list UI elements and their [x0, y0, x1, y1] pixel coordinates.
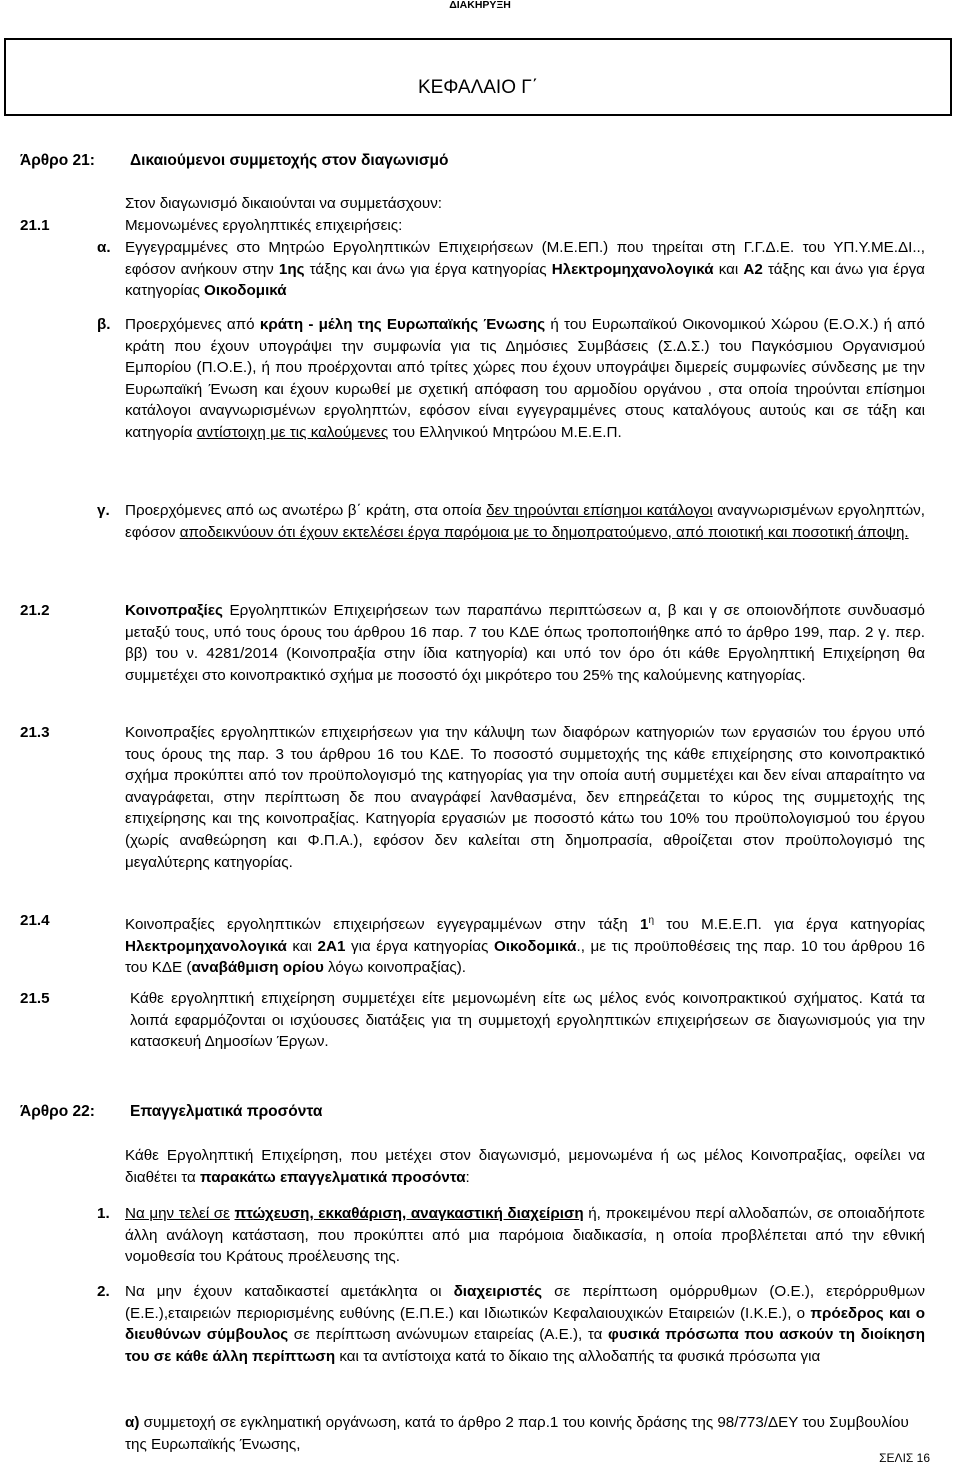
paragraph-21-4	[125, 910, 925, 979]
item-number: 2.	[97, 1283, 110, 1300]
underline-span: δεν τηρούνται επίσημοι κατάλογοι	[486, 502, 713, 519]
text-span: :	[465, 1168, 470, 1186]
text-span: Εγγεγραμμένες στο Μητρώο Εργοληπτικών Επιχειρήσεων (Μ.Ε.ΕΠ.) που τηρείται στη	[125, 239, 736, 256]
paragraph-title: Μεμονωμένες εργοληπτικές επιχειρήσεις:	[125, 217, 403, 234]
paragraph-number: 21.2	[20, 602, 50, 619]
sub-item-a	[125, 1412, 925, 1455]
bold-span: 1	[640, 916, 649, 934]
bold-span: παρακάτω επαγγελματικά προσόντα	[200, 1168, 466, 1186]
article-22-heading	[20, 1101, 322, 1123]
text-span: σε περίπτωση ομόρρυθμων (Ο.Ε.), ετερόρρυθμων (Ε.Ε.),εταιρειών περιορισμένης ευθύνης (Ε.Π.Ε.) και Ιδιωτικών Κεφαλαιουχικών Εταιρειών (Ι.Κ.Ε.), ο	[125, 1283, 925, 1322]
bold-span: Οικοδομικά	[204, 282, 287, 300]
bold-span: Κοινοπραξίες	[125, 602, 223, 619]
bold-underline-span: πτώχευση, εκκαθάριση, αναγκαστική διαχείριση	[234, 1205, 584, 1222]
item-b-text	[125, 314, 925, 444]
text-span: του Μ.Ε.Ε.Π. για έργα κατηγορίας	[666, 916, 925, 934]
text-span: συμμετοχή σε εγκληματική οργάνωση, κατά το άρθρο 2 παρ.1 του κοινής δράσης της 98/773/ΔΕΥ του Συμβουλίου της Ευρωπαϊκής Ένωσης,	[125, 1414, 909, 1453]
bold-span: πρόεδρος και ο διευθύνων σύμβουλος	[125, 1304, 925, 1344]
text-span: του Ελληνικού Μητρώου Μ.Ε.Ε.Π.	[392, 423, 622, 441]
text-span: τάξης και άνω για έργα κατηγορίας	[125, 260, 925, 300]
chapter-title: ΚΕΦΑΛΑΙΟ Γ΄	[417, 77, 539, 98]
bold-span: κράτη - μέλη της Ευρωπαϊκής Ένωσης	[259, 316, 546, 333]
paragraph-number: 21.3	[20, 724, 50, 741]
bold-span: διαχειριστές	[453, 1283, 543, 1300]
article-title: Δικαιούμενοι συμμετοχής στον διαγωνισμό	[130, 152, 449, 169]
bold-span: φυσικά πρόσωπα που ασκούν τη διοίκηση του σε κάθε άλλη περίπτωση	[125, 1326, 925, 1365]
underline-span: Να μην τελεί σε	[125, 1205, 230, 1222]
paragraph-number: 21.4	[20, 912, 50, 929]
article-number: Άρθρο 22:	[20, 1103, 95, 1120]
page-number: ΣΕΛΙΣ 16	[879, 1451, 930, 1465]
text-span: ή, προκειμένου περί αλλοδαπών, σε οποιαδήποτε άλλη ανάλογη κατάσταση, που προκύπτει από μια παρόμοια διαδικασία, η οποία προβλέπεται από την εθνική νομοθεσία του Κράτους προέλευσης της.	[125, 1205, 925, 1266]
text-span: Εργοληπτικών Επιχειρήσεων των παραπάνω περιπτώσεων α, β και γ σε οποιονδήποτε συνδυασμό μεταξύ τους, υπό τους όρους του άρθρου 16 παρ. 7 του ΚΔΕ όπως τροποποιήθηκε από το άρθρο 199, παρ. 2 γ. περ. ββ) του ν. 4281/2014 (Κοινοπραξία στην ίδια κατηγορία) και υπό τον όρο ότι κάθε Εργοληπτική Επιχείρηση θα συμμετέχει στο κοινοπρακτικό σχήμα με ποσοστό όχι μικρότερο του 25% της καλούμενης κατηγορίας.	[125, 602, 925, 684]
item-label: γ.	[97, 502, 110, 519]
item-1-text	[125, 1203, 925, 1268]
sub-item-label: α)	[125, 1414, 140, 1431]
underline-span: αποδεικνύουν ότι έχουν εκτελέσει έργα παρόμοια με το δημοπρατούμενο, από ποιοτική και ποσοτική άποψη.	[179, 523, 909, 541]
text-span: και τα αντίστοιχα κατά το δίκαιο της αλλοδαπής τα φυσικά πρόσωπα για	[339, 1347, 821, 1365]
article-22-intro	[125, 1145, 925, 1188]
item-2-text	[125, 1281, 925, 1367]
paragraph-21-5: Κάθε εργοληπτική επιχείρηση συμμετέχει είτε μεμονωμένη είτε ως μέλος ενός κοινοπρακτικού σχήματος. Κατά τα λοιπά εφαρμόζονται οι ισχύουσες διατάξεις για τη συμμετοχή εργοληπτικών επιχειρήσεων σε διαγωνισμούς για την κατασκευή Δημοσίων Έργων.	[130, 990, 925, 1051]
bold-span: Α2	[743, 260, 763, 278]
text-span: λόγω κοινοπραξίας).	[328, 959, 467, 977]
text-span: ., με τις προϋποθέσεις της παρ. 10 του άρθρου 16 του ΚΔΕ (	[125, 937, 925, 977]
underline-span: αντίστοιχη με τις καλούμενες	[196, 423, 389, 441]
item-c-text	[125, 500, 925, 543]
paragraph-21-3: Κοινοπραξίες εργοληπτικών επιχειρήσεων για την κάλυψη των διαφόρων κατηγοριών των εργασιών του έργου υπό τους όρους της παρ. 3 του άρθρου 16 του ΚΔΕ. Το ποσοστό συμμετοχής της κάθε επιχείρησης στο κοινοπρακτικό σχήμα προκύπτει από τον προϋπολογισμό της κατηγορίας για την οποία αυτή συμμετέχει και δεν είναι απαραίτητο να αναγράφεται, στην περίπτωση δε που αναγράφεί λανθασμένα, δεν επηρεάζεται το κύρος της συμμετοχής της επιχείρησης και της κοινοπραξίας. Κατηγορία εργασιών με ποσοστό κάτω του 10% του προϋπολογισμού του έργου (χωρίς αναθεώρηση και Φ.Π.Α.), εφόσον δεν καλείται στη δημοπρασία, αθροίζεται στον προϋπολογισμό της μεγαλύτερης κατηγορίας.	[125, 724, 925, 871]
bold-span: Οικοδομικά	[493, 937, 577, 955]
bold-span: Ηλεκτρομηχανολογικά	[551, 260, 714, 278]
bold-span: 1ης	[278, 260, 305, 278]
text-span: αναγνωρισμένων εργοληπτών, εφόσον	[125, 502, 925, 541]
text-span: Να μην έχουν καταδικαστεί αμετάκλητα οι	[125, 1283, 442, 1300]
item-a-text	[125, 237, 925, 302]
bold-span: Ηλεκτρομηχανολογικά	[125, 937, 287, 955]
article-21-heading	[20, 150, 448, 172]
item-number: 1.	[97, 1205, 110, 1222]
chapter-box	[4, 38, 952, 116]
text-span: Γ.Γ.Δ.Ε. του ΥΠ.Υ.ΜΕ.ΔΙ.., εφόσον ανήκουν στην	[125, 239, 925, 278]
paragraph-number: 21.5	[20, 990, 50, 1007]
item-label: α.	[97, 239, 111, 256]
text-span: τάξης και άνω για έργα κατηγορίας	[309, 260, 547, 278]
paragraph-number: 21.1	[20, 217, 50, 234]
text-span: Προερχόμενες από ως ανωτέρω β΄ κράτη, στα οποία	[125, 502, 482, 519]
text-span: για έργα κατηγορίας	[350, 937, 489, 955]
document-header: ΔΙΑΚΗΡΥΞΗ	[449, 0, 511, 11]
text-span: και	[718, 260, 739, 278]
text-span: ή του Ευρωπαϊκού Οικονομικού Χώρου (Ε.Ο.Χ.) ή από κράτη που έχουν υπογράψει την συμφωνία για τις Δημόσιες Συμβάσεις (Σ.Δ.Σ.) του Παγκόσμιου Οργανισμού Εμπορίου (Π.Ο.Ε.), ή που προέρχονται από τρίτες χώρες που έχουν υπογράψει διμερείς συμφωνίες σύνδεσης με την Ευρωπαϊκή Ένωση και έχουν κυρωθεί με σχετική απόφαση του αρμοδίου οργάνου , στα οποία τηρούνται επίσημοι κατάλογοι αναγνωρισμένων εργοληπτών, εφόσον είναι εγγεγραμμένες στους καταλόγους αυτούς και σε τάξη και κατηγορία	[125, 316, 925, 441]
text-span: Κοινοπραξίες εργοληπτικών επιχειρήσεων εγγεγραμμένων στην τάξη	[125, 916, 628, 934]
text-span: Κάθε Εργοληπτική Επιχείρηση, που μετέχει στον διαγωνισμό, μεμονωμένα ή ως μέλος Κοινοπραξίας, οφείλει να διαθέτει τα	[125, 1147, 925, 1186]
article-title: Επαγγελματικά προσόντα	[130, 1103, 323, 1120]
article-number: Άρθρο 21:	[20, 152, 95, 169]
text-span: Προερχόμενες από	[125, 316, 255, 333]
bold-span: αναβάθμιση ορίου	[191, 959, 324, 977]
bold-span: 2Α1	[317, 937, 346, 955]
item-label: β.	[97, 316, 111, 333]
paragraph-21-2	[125, 600, 925, 686]
text-span: σε περίπτωση ανώνυμων εταιρείας (Α.Ε.), τα	[293, 1326, 603, 1344]
text-span: και	[292, 937, 312, 955]
article-21-intro: Στον διαγωνισμό δικαιούνται να συμμετάσχουν:	[125, 195, 443, 212]
superscript: η	[648, 915, 655, 926]
